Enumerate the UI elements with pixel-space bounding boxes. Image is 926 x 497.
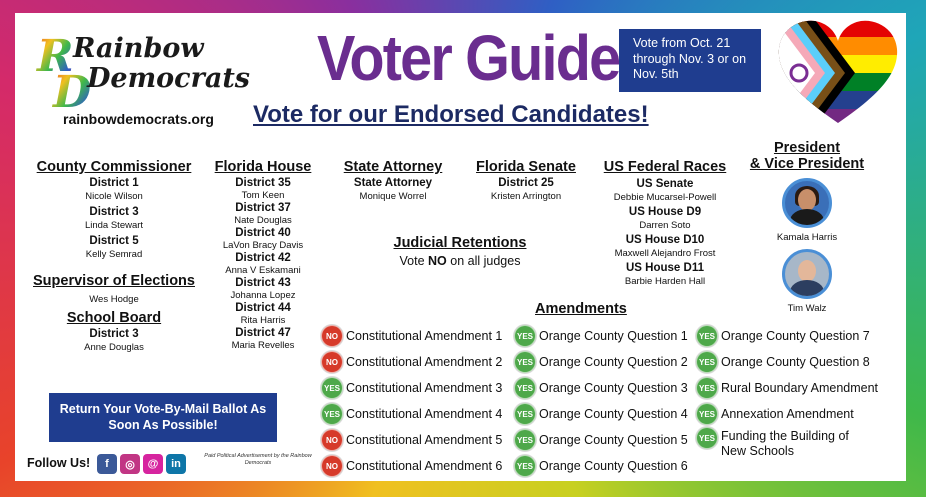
yes-badge-icon: YES bbox=[696, 403, 718, 425]
amendment-item bbox=[696, 349, 878, 375]
candidate-name: Maxwell Alejandro Frost bbox=[614, 248, 716, 259]
judicial-instruction: Vote NO on all judges bbox=[399, 254, 521, 268]
amendment-item bbox=[696, 401, 878, 427]
amendment-label: Funding the Building of New Schools bbox=[721, 429, 849, 458]
amendment-item bbox=[514, 453, 688, 479]
amendment-item bbox=[696, 427, 878, 458]
candidate-name: Debbie Mucarsel-Powell bbox=[613, 192, 717, 203]
candidate-name: Nicole Wilson bbox=[85, 191, 143, 202]
amendment-label: Constitutional Amendment 1 bbox=[346, 329, 503, 343]
no-badge-icon: NO bbox=[321, 325, 343, 347]
voter-guide-card bbox=[15, 13, 906, 481]
amendment-item bbox=[514, 427, 688, 453]
candidate-name: Maria Revelles bbox=[231, 340, 295, 351]
supervisor-heading: Supervisor of Elections bbox=[33, 273, 195, 289]
candidate-name: Anne Douglas bbox=[84, 342, 144, 353]
paid-advertisement-notice: Paid Political Advertisement by the Rainbow Democrats bbox=[204, 453, 312, 466]
district-label: District 1 bbox=[89, 177, 139, 189]
amendment-label: Orange County Question 8 bbox=[721, 355, 870, 369]
page-title: Voter Guide bbox=[317, 22, 620, 94]
school-board-heading: School Board bbox=[66, 310, 162, 326]
amendment-item bbox=[514, 323, 688, 349]
district-label: District 47 bbox=[235, 327, 291, 339]
district-label: District 42 bbox=[235, 252, 291, 264]
state-attorney-section bbox=[333, 159, 453, 202]
yes-badge-icon: YES bbox=[514, 325, 536, 347]
amendment-item bbox=[514, 375, 688, 401]
avatar bbox=[782, 178, 832, 228]
brand-name-line1: Rainbow bbox=[73, 33, 204, 64]
district-label: District 44 bbox=[235, 302, 291, 314]
amendments-column-3 bbox=[696, 323, 879, 458]
amendment-label: Orange County Question 7 bbox=[721, 329, 870, 343]
president-candidate-name: Kamala Harris bbox=[776, 232, 838, 243]
candidate-name: Kristen Arrington bbox=[490, 191, 562, 202]
mail-ballot-notice: Return Your Vote-By-Mail Ballot As Soon As Possible! bbox=[49, 393, 277, 442]
office-label: US House D9 bbox=[628, 206, 702, 218]
candidate-name: Monique Worrel bbox=[359, 191, 427, 202]
candidate-name: Wes Hodge bbox=[89, 294, 139, 305]
brand-name-line2: Democrats bbox=[87, 63, 251, 94]
amendment-item bbox=[321, 349, 502, 375]
amendment-label: Constitutional Amendment 5 bbox=[346, 433, 503, 447]
amendments-column-2 bbox=[514, 323, 688, 479]
website-link[interactable]: rainbowdemocrats.org bbox=[63, 111, 214, 127]
amendment-item bbox=[321, 375, 502, 401]
social-links bbox=[97, 454, 186, 474]
amendment-label: Constitutional Amendment 3 bbox=[346, 381, 503, 395]
candidate-name: Tom Keen bbox=[241, 190, 285, 201]
candidate-name: Rita Harris bbox=[240, 315, 286, 326]
amendment-label: Orange County Question 3 bbox=[539, 381, 688, 395]
district-label: District 35 bbox=[235, 177, 291, 189]
district-label: District 3 bbox=[89, 328, 139, 340]
amendment-label: Orange County Question 6 bbox=[539, 459, 688, 473]
yes-badge-icon: YES bbox=[696, 325, 718, 347]
federal-races-heading: US Federal Races bbox=[603, 159, 727, 175]
office-label: US Senate bbox=[636, 178, 694, 190]
amendments-heading: Amendments bbox=[535, 301, 627, 317]
amendment-item bbox=[514, 401, 688, 427]
follow-us-label: Follow Us! bbox=[27, 456, 91, 470]
yes-badge-icon: YES bbox=[514, 351, 536, 373]
candidate-name: Johanna Lopez bbox=[230, 290, 296, 301]
county-commissioner-section bbox=[35, 159, 193, 260]
district-label: District 40 bbox=[235, 227, 291, 239]
candidate-name: Barbie Harden Hall bbox=[624, 276, 706, 287]
school-board-section bbox=[35, 310, 193, 353]
office-label: State Attorney bbox=[353, 177, 433, 189]
florida-house-heading: Florida House bbox=[214, 159, 312, 175]
candidate-name: Darren Soto bbox=[639, 220, 691, 231]
candidate-name: Linda Stewart bbox=[84, 220, 144, 231]
supervisor-section bbox=[29, 273, 199, 305]
florida-house-section bbox=[205, 159, 321, 351]
threads-icon[interactable]: @ bbox=[143, 454, 163, 474]
president-heading-line1: President bbox=[773, 140, 841, 156]
amendment-label: Orange County Question 1 bbox=[539, 329, 688, 343]
vote-dates-box: Vote from Oct. 21 through Nov. 3 or on Nov. 5th bbox=[619, 29, 761, 92]
judicial-heading: Judicial Retentions bbox=[393, 235, 527, 251]
amendment-item bbox=[321, 401, 502, 427]
yes-badge-icon: YES bbox=[696, 377, 718, 399]
president-section bbox=[745, 140, 869, 314]
amendment-label: Constitutional Amendment 2 bbox=[346, 355, 503, 369]
svg-text:R: R bbox=[37, 31, 74, 82]
office-label: US House D10 bbox=[625, 234, 705, 246]
office-label: US House D11 bbox=[626, 262, 704, 274]
district-label: District 5 bbox=[89, 235, 139, 247]
amendment-item bbox=[321, 453, 502, 479]
judicial-section bbox=[385, 235, 535, 268]
yes-badge-icon: YES bbox=[514, 429, 536, 451]
district-label: District 25 bbox=[498, 177, 554, 189]
no-badge-icon: NO bbox=[321, 351, 343, 373]
candidate-name: Nate Douglas bbox=[234, 215, 292, 226]
amendment-item bbox=[321, 427, 502, 453]
candidate-name: LaVon Bracy Davis bbox=[222, 240, 304, 251]
yes-badge-icon: YES bbox=[514, 403, 536, 425]
amendment-label: Rural Boundary Amendment bbox=[721, 381, 879, 395]
amendment-item bbox=[321, 323, 502, 349]
yes-badge-icon: YES bbox=[696, 427, 718, 449]
page-subtitle: Vote for our Endorsed Candidates! bbox=[253, 101, 649, 128]
yes-badge-icon: YES bbox=[696, 351, 718, 373]
amendment-label: Constitutional Amendment 4 bbox=[346, 407, 503, 421]
yes-badge-icon: YES bbox=[321, 377, 343, 399]
harris-photo bbox=[745, 178, 869, 228]
district-label: District 3 bbox=[89, 206, 139, 218]
amendment-label: Orange County Question 4 bbox=[539, 407, 688, 421]
state-attorney-heading: State Attorney bbox=[343, 159, 443, 175]
amendment-label: Orange County Question 2 bbox=[539, 355, 688, 369]
district-label: District 43 bbox=[235, 277, 291, 289]
no-badge-icon: NO bbox=[321, 455, 343, 477]
amendment-item bbox=[696, 375, 878, 401]
instagram-icon[interactable]: ◎ bbox=[120, 454, 140, 474]
florida-senate-heading: Florida Senate bbox=[476, 159, 576, 175]
amendment-label: Annexation Amendment bbox=[721, 407, 854, 421]
amendment-label: Constitutional Amendment 6 bbox=[346, 459, 503, 473]
linkedin-icon[interactable]: in bbox=[166, 454, 186, 474]
yes-badge-icon: YES bbox=[514, 455, 536, 477]
candidate-name: Anna V Eskamani bbox=[225, 265, 301, 276]
yes-badge-icon: YES bbox=[321, 403, 343, 425]
candidate-name: Kelly Semrad bbox=[85, 249, 143, 260]
pride-heart-icon bbox=[777, 19, 899, 127]
walz-photo bbox=[745, 249, 869, 299]
president-heading-line2: & Vice President bbox=[749, 156, 865, 172]
district-label: District 37 bbox=[235, 202, 291, 214]
vice-president-candidate-name: Tim Walz bbox=[787, 303, 827, 314]
amendments-column-1 bbox=[321, 323, 502, 479]
florida-senate-section bbox=[467, 159, 585, 202]
svg-text:D: D bbox=[53, 67, 92, 111]
avatar bbox=[782, 249, 832, 299]
amendment-item bbox=[696, 323, 878, 349]
amendment-label: Orange County Question 5 bbox=[539, 433, 688, 447]
federal-races-section bbox=[597, 159, 733, 287]
no-badge-icon: NO bbox=[321, 429, 343, 451]
county-commissioner-heading: County Commissioner bbox=[36, 159, 192, 175]
facebook-icon[interactable]: f bbox=[97, 454, 117, 474]
amendment-item bbox=[514, 349, 688, 375]
yes-badge-icon: YES bbox=[514, 377, 536, 399]
